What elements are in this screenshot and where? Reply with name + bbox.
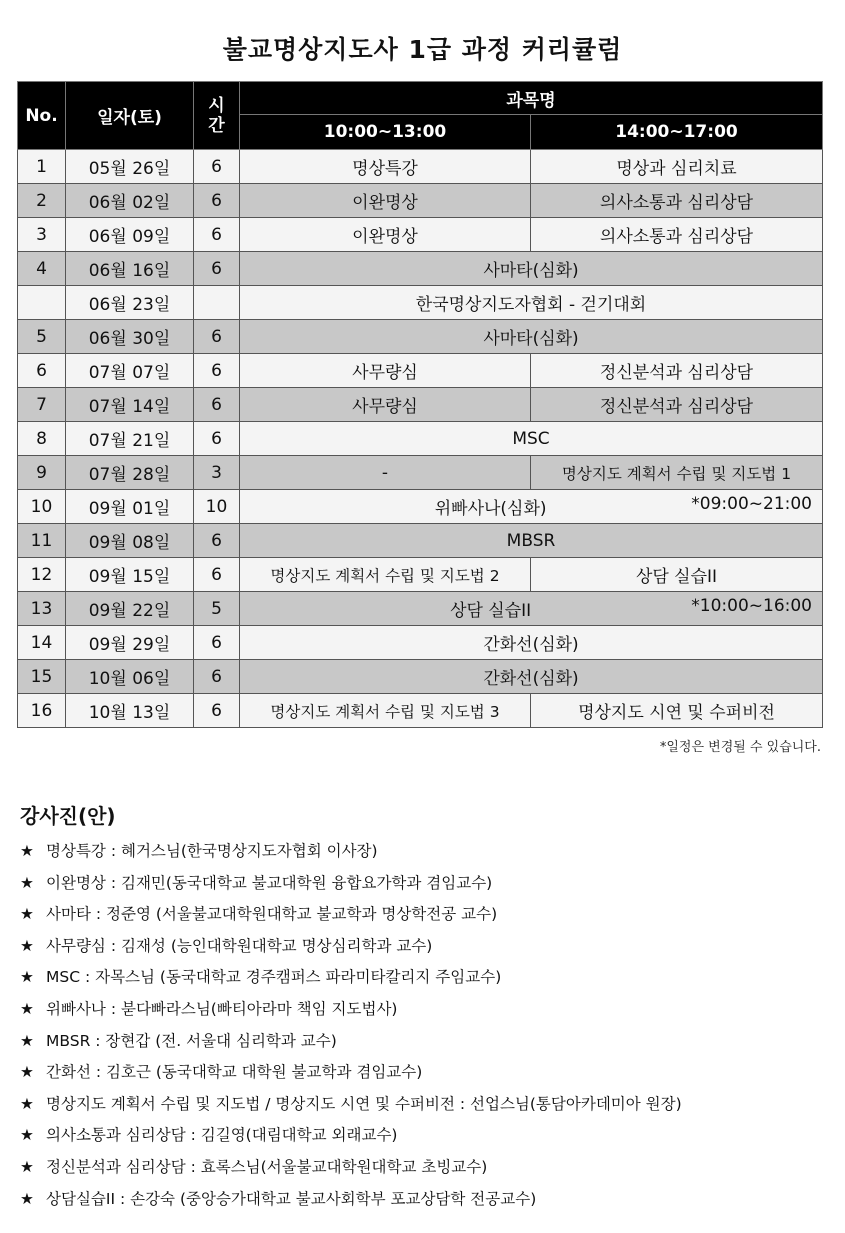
row-date: 09월 08일 [66,524,194,558]
row-subject-full: 사마타(심화) [240,252,823,286]
row-hours: 3 [194,456,240,490]
instructor-item [20,836,825,868]
star-icon: ★ [20,873,34,892]
star-icon: ★ [20,1063,34,1082]
instructor-text: 정신분석과 심리상담 : 효록스님(서울불교대학원대학교 초빙교수) [46,1157,488,1176]
table-row [18,286,823,320]
row-subject-full: 한국명상지도자협회 - 걷기대회 [240,286,823,320]
row-hours: 6 [194,150,240,184]
table-row [18,218,823,252]
table-row [18,388,823,422]
instructor-item [20,1152,825,1184]
star-icon: ★ [20,968,34,987]
row-subject-am: - [240,456,531,490]
star-icon: ★ [20,1094,34,1113]
header-subject: 과목명 [240,82,823,115]
row-no: 3 [18,218,66,252]
row-hours: 6 [194,660,240,694]
instructor-text: 명상지도 계획서 수립 및 지도법 / 명상지도 시연 및 수퍼비전 : 선업스님(통담아카데미아 원장) [46,1094,682,1113]
row-hours: 6 [194,184,240,218]
row-date: 09월 22일 [66,592,194,626]
instructor-item [20,1184,825,1216]
row-date: 06월 02일 [66,184,194,218]
row-time-note: *10:00~16:00 [691,596,812,616]
row-hours: 6 [194,626,240,660]
table-row [18,524,823,558]
row-hours: 6 [194,354,240,388]
table-row [18,592,823,626]
row-subject-am: 사무량심 [240,388,531,422]
row-no: 7 [18,388,66,422]
row-no: 4 [18,252,66,286]
row-no: 14 [18,626,66,660]
row-date: 09월 01일 [66,490,194,524]
row-no: 10 [18,490,66,524]
instructor-item [20,1026,825,1058]
star-icon: ★ [20,1189,34,1208]
row-subject-full: MSC [240,422,823,456]
instructor-item [20,994,825,1026]
table-row [18,660,823,694]
row-hours [194,286,240,320]
header-date: 일자(토) [66,82,194,150]
instructor-item [20,868,825,900]
row-subject-text: 상담 실습II [450,601,532,621]
header-no: No. [18,82,66,150]
row-no [18,286,66,320]
row-subject-pm: 명상지도 계획서 수립 및 지도법 1 [531,456,823,490]
row-no: 16 [18,694,66,728]
row-hours: 6 [194,218,240,252]
row-subject-am: 이완명상 [240,184,531,218]
row-subject-full: 간화선(심화) [240,626,823,660]
row-hours: 6 [194,252,240,286]
row-date: 09월 15일 [66,558,194,592]
row-hours: 6 [194,524,240,558]
table-row [18,626,823,660]
row-no: 13 [18,592,66,626]
row-date: 07월 14일 [66,388,194,422]
row-hours: 6 [194,422,240,456]
row-subject-text: 위빠사나(심화) [434,499,547,519]
star-icon: ★ [20,1126,34,1145]
row-no: 8 [18,422,66,456]
row-time-note: *09:00~21:00 [691,494,812,514]
instructor-text: MSC : 자목스님 (동국대학교 경주캠퍼스 파라미타칼리지 주임교수) [46,968,502,987]
row-date: 06월 16일 [66,252,194,286]
row-subject-am: 이완명상 [240,218,531,252]
instructors-title: 강사진(안) [20,804,116,828]
table-row [18,422,823,456]
footnote: *일정은 변경될 수 있습니다. [659,740,821,755]
row-no: 6 [18,354,66,388]
row-no: 9 [18,456,66,490]
row-subject-am: 명상특강 [240,150,531,184]
row-hours: 5 [194,592,240,626]
row-subject-pm: 의사소통과 심리상담 [531,184,823,218]
row-subject-pm: 상담 실습II [531,558,823,592]
row-no: 12 [18,558,66,592]
row-hours: 6 [194,694,240,728]
row-subject-full: 사마타(심화) [240,320,823,354]
table-row [18,150,823,184]
instructor-text: 위빠사나 : 붇다빠라스님(빠티아라마 책임 지도법사) [46,999,398,1018]
row-subject-pm: 의사소통과 심리상담 [531,218,823,252]
row-date: 07월 21일 [66,422,194,456]
header-am: 10:00~13:00 [240,115,531,150]
row-date: 06월 30일 [66,320,194,354]
row-no: 15 [18,660,66,694]
table-row [18,490,823,524]
table-row [18,456,823,490]
row-date: 05월 26일 [66,150,194,184]
row-date: 07월 07일 [66,354,194,388]
row-hours: 6 [194,320,240,354]
instructor-item [20,1057,825,1089]
star-icon: ★ [20,905,34,924]
instructor-text: MBSR : 장현갑 (전. 서울대 심리학과 교수) [46,1031,337,1050]
instructor-text: 이완명상 : 김재민(동국대학교 불교대학원 융합요가학과 겸임교수) [46,873,493,892]
table-row [18,252,823,286]
instructor-text: 상담실습II : 손강숙 (중앙승가대학교 불교사회학부 포교상담학 전공교수) [46,1189,537,1208]
row-date: 10월 13일 [66,694,194,728]
row-subject-full [240,592,823,626]
row-no: 5 [18,320,66,354]
row-date: 07월 28일 [66,456,194,490]
curriculum-table [17,81,823,728]
table-row [18,694,823,728]
instructor-text: 사마타 : 정준영 (서울불교대학원대학교 불교학과 명상학전공 교수) [46,905,498,924]
row-subject-am: 사무량심 [240,354,531,388]
row-subject-full: MBSR [240,524,823,558]
star-icon: ★ [20,936,34,955]
table-row [18,184,823,218]
curriculum-body [18,150,823,728]
row-subject-pm: 명상과 심리치료 [531,150,823,184]
star-icon: ★ [20,1031,34,1050]
star-icon: ★ [20,842,34,860]
row-subject-pm: 명상지도 시연 및 수퍼비전 [531,694,823,728]
instructor-text: 간화선 : 김호근 (동국대학교 대학원 불교학과 겸임교수) [46,1063,423,1082]
row-date: 06월 23일 [66,286,194,320]
row-subject-pm: 정신분석과 심리상담 [531,388,823,422]
instructor-text: 의사소통과 심리상담 : 김길영(대림대학교 외래교수) [46,1126,398,1145]
instructor-list [20,836,825,1215]
instructor-item [20,962,825,994]
instructor-item [20,899,825,931]
instructor-text: 사무량심 : 김재성 (능인대학원대학교 명상심리학과 교수) [46,936,433,955]
header-pm: 14:00~17:00 [531,115,823,150]
row-no: 11 [18,524,66,558]
instructor-item [20,1089,825,1121]
table-row [18,354,823,388]
instructor-item [20,931,825,963]
row-date: 09월 29일 [66,626,194,660]
row-subject-full [240,490,823,524]
row-hours: 10 [194,490,240,524]
table-row [18,320,823,354]
table-row [18,558,823,592]
row-date: 06월 09일 [66,218,194,252]
row-subject-am: 명상지도 계획서 수립 및 지도법 2 [240,558,531,592]
instructor-text: 명상특강 : 혜거스님(한국명상지도자협회 이사장) [46,842,378,860]
row-date: 10월 06일 [66,660,194,694]
row-subject-pm: 정신분석과 심리상담 [531,354,823,388]
header-hours [194,82,240,150]
instructor-item [20,1120,825,1152]
page-title: 불교명상지도사 1급 과정 커리큘럼 [222,35,623,64]
star-icon: ★ [20,999,34,1018]
row-no: 2 [18,184,66,218]
row-hours: 6 [194,388,240,422]
star-icon: ★ [20,1157,34,1176]
row-subject-full: 간화선(심화) [240,660,823,694]
row-subject-am: 명상지도 계획서 수립 및 지도법 3 [240,694,531,728]
header-hours-text: 시간 [208,95,225,136]
row-no: 1 [18,150,66,184]
row-hours: 6 [194,558,240,592]
